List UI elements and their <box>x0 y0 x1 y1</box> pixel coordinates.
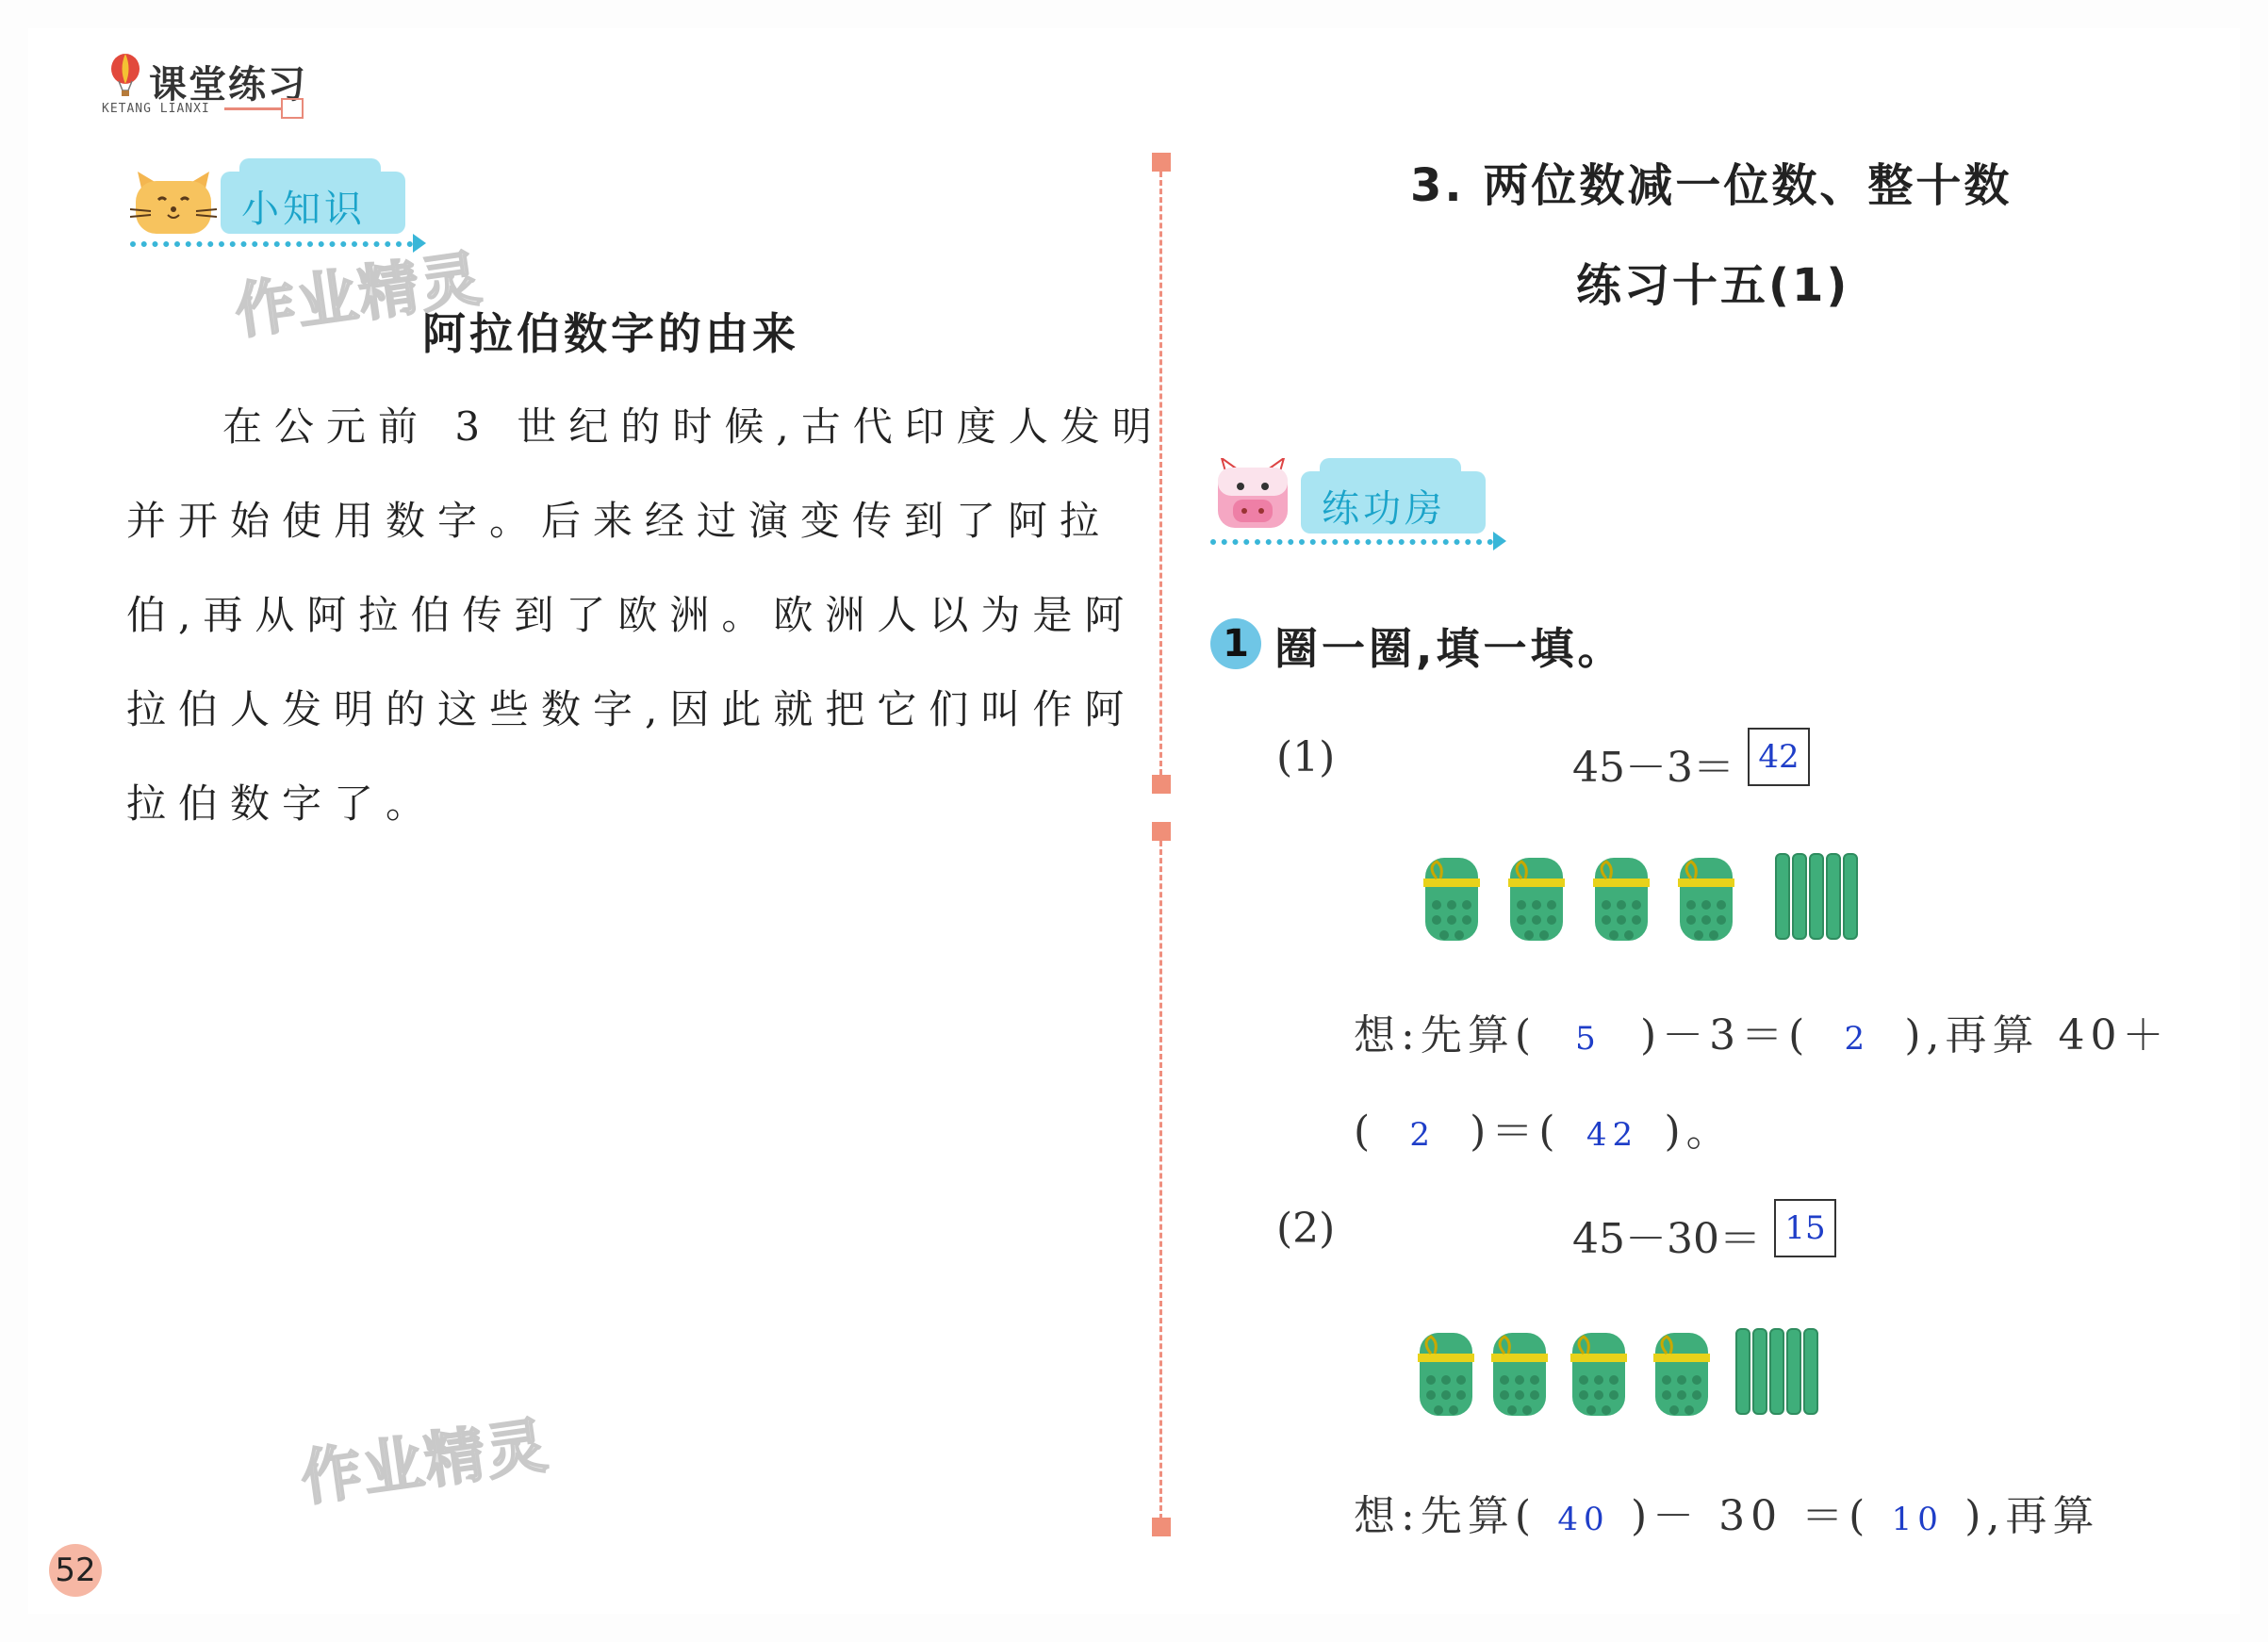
part2-blank2[interactable]: 10 <box>1891 1501 1944 1538</box>
question-text: 圈一圈,填一填。 <box>1274 623 1625 674</box>
paragraph-line-3: 伯,再从阿拉伯传到了欧洲。欧洲人以为是阿 <box>126 592 1137 638</box>
practice-tag-label: 练功房 <box>1322 487 1446 531</box>
part2-think-a: 想:先算( <box>1354 1492 1537 1540</box>
knowledge-tag <box>130 158 432 253</box>
stick-bundles-2 <box>1410 1314 1853 1427</box>
part2-blank1[interactable]: 40 <box>1557 1501 1610 1538</box>
part2-answer-box[interactable] <box>1774 1199 1836 1257</box>
cat-icon <box>130 172 217 238</box>
paragraph-line-2: 并开始使用数字。后来经过演变传到了阿拉 <box>126 498 1112 544</box>
part2-answer: 15 <box>1784 1209 1826 1247</box>
bundle-icon <box>1570 1333 1627 1416</box>
part1-blank1[interactable]: 5 <box>1575 1020 1602 1058</box>
part2-expression: 45－30＝ <box>1572 1215 1761 1263</box>
part2-think-b: )－ 30 ＝( <box>1631 1492 1871 1540</box>
logo-title: 课堂练习 <box>149 63 307 107</box>
stick-bundles-1 <box>1414 839 1885 952</box>
part1-answer-box[interactable] <box>1748 728 1810 786</box>
practice-tag <box>1210 458 1512 552</box>
loose-sticks-icon <box>1776 854 1857 939</box>
paragraph-line-5: 拉伯数字了。 <box>126 780 438 827</box>
part2-label: (2) <box>1276 1205 1336 1253</box>
loose-sticks-icon <box>1736 1329 1817 1414</box>
practice-tag-arrow <box>1493 532 1506 550</box>
part1-think-a: 想:先算( <box>1354 1011 1537 1059</box>
watermark-top: 作业精灵 <box>230 243 487 348</box>
part1-think-b: )－3＝( <box>1640 1011 1811 1059</box>
practice-tag-dots <box>1210 539 1493 545</box>
logo-square <box>281 98 304 119</box>
practice-tag-bump <box>1320 458 1461 481</box>
part1-think-c: ),再算 40＋ <box>1904 1011 2170 1059</box>
exercise-title: 练习十五(1) <box>1576 259 1850 312</box>
divider-square-4 <box>1152 1518 1171 1536</box>
watermark-bottom: 作业精灵 <box>296 1410 553 1515</box>
bundle-icon <box>1593 858 1650 941</box>
logo-pinyin: KETANG LIANXI <box>102 102 210 116</box>
divider-square-3 <box>1152 822 1171 841</box>
part1-think-e: )＝( <box>1470 1108 1561 1156</box>
bundle-icon <box>1508 858 1565 941</box>
part1-expression: 45－3＝ <box>1572 744 1734 792</box>
divider-square-1 <box>1152 153 1171 172</box>
paragraph-line-4: 拉伯人发明的这些数字,因此就把它们叫作阿 <box>126 686 1137 732</box>
bundle-icon <box>1678 858 1734 941</box>
knowledge-tag-bump <box>239 158 381 181</box>
knowledge-tag-label: 小知识 <box>241 188 366 231</box>
bundle-icon <box>1491 1333 1548 1416</box>
part1-think-d: ( <box>1354 1108 1376 1156</box>
page-number: 52 <box>49 1544 102 1597</box>
logo-underline <box>224 107 281 110</box>
question-number: 1 <box>1210 618 1261 669</box>
article-title: 阿拉伯数字的由来 <box>422 308 799 359</box>
part1-label: (1) <box>1276 733 1336 781</box>
part1-blank3[interactable]: 2 <box>1409 1116 1436 1154</box>
part1-think-f: )。 <box>1664 1108 1734 1156</box>
divider-square-2 <box>1152 775 1171 794</box>
section-title: 3. 两位数减一位数、整十数 <box>1410 159 2013 212</box>
divider-line-bottom <box>1159 841 1162 1519</box>
logo <box>102 51 319 119</box>
part1-blank2[interactable]: 2 <box>1844 1020 1871 1058</box>
divider-line-top <box>1159 172 1162 775</box>
part1-think-line1 <box>1354 1001 2169 1061</box>
part1-blank4[interactable]: 42 <box>1586 1116 1639 1154</box>
part2-think-line1 <box>1354 1482 2099 1542</box>
cow-icon <box>1212 458 1293 534</box>
bundle-icon <box>1653 1333 1710 1416</box>
balloon-icon <box>109 53 141 98</box>
paragraph-line-1: 在公元前 3 世纪的时候,古代印度人发明 <box>222 403 1164 450</box>
part1-answer: 42 <box>1758 738 1800 776</box>
bundle-icon <box>1418 1333 1474 1416</box>
bundle-icon <box>1423 858 1480 941</box>
part2-think-c: ),再算 <box>1964 1492 2100 1540</box>
part1-think-line2 <box>1354 1097 1734 1158</box>
